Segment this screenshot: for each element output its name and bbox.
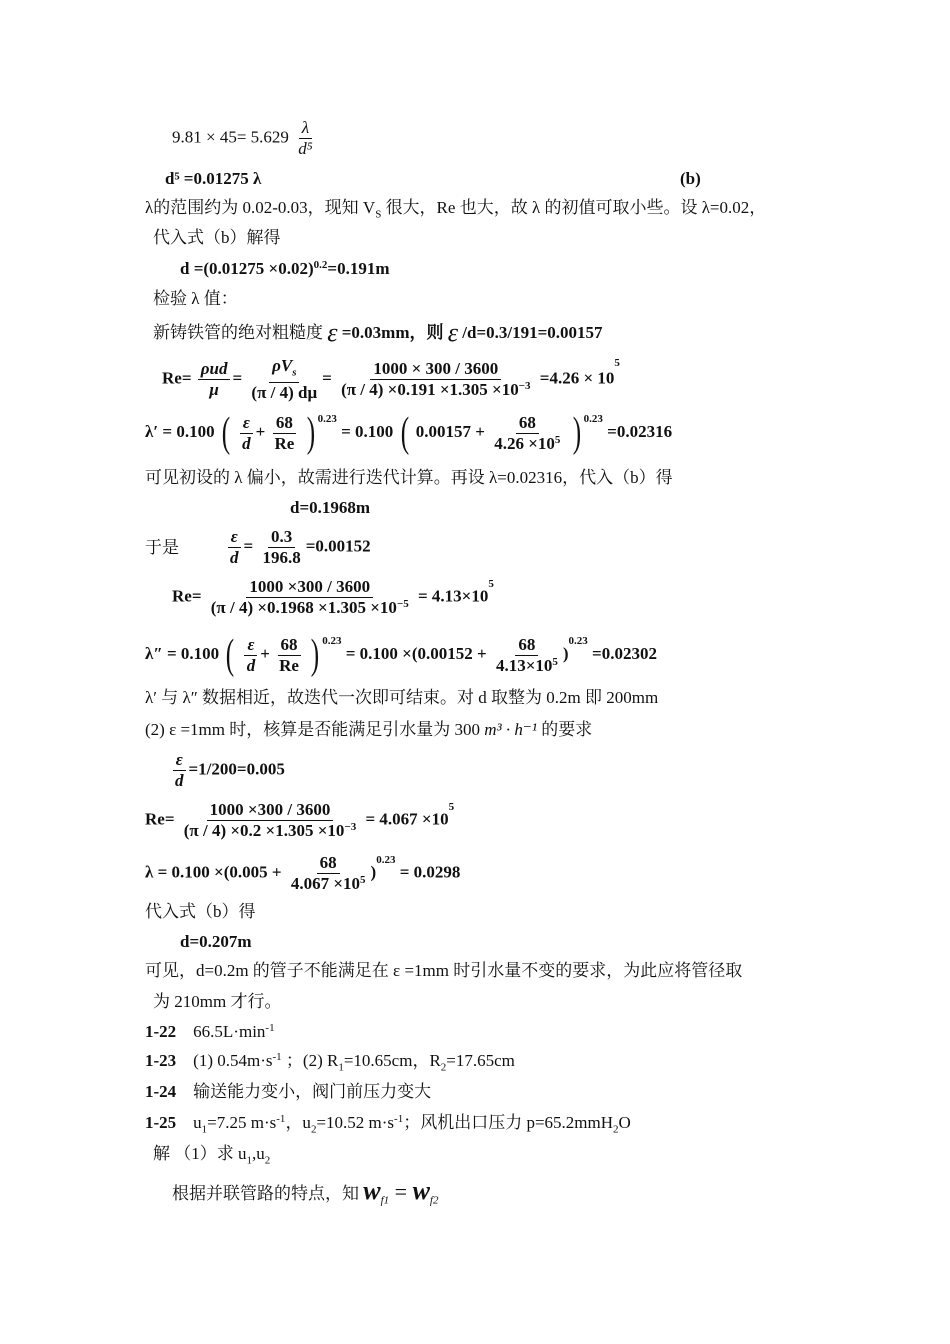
fraction-68-re: $\frac{68}{Re}$ bbox=[279, 634, 299, 675]
lambda-equation-3: λ = 0.100 ×(0.005 + $\frac{68}{4.067 \times 10^5}$ )$^{0.23}$ = 0.0298 bbox=[145, 853, 461, 893]
reynolds-equation-3: Re= $\frac{1000 \times 300 / 3600}{(\pi / 4) \times 0.2 \times 1.305 \times 10^{-3}}$ = $4.067 \times 10^5$ bbox=[145, 800, 455, 840]
fraction-68-re: $\frac{68}{Re}$ bbox=[274, 412, 295, 453]
equation-d3: d=0.207m bbox=[180, 932, 252, 951]
answer-1-25: 1-25 $u_1=7.25$ $m\cdot s^{-1}$，$u_2=10.52$ $m\cdot s^{-1}$；风机出口压力 p=65.2mmH$_2$O bbox=[145, 1113, 631, 1136]
paragraph-part-2: (2) ε =1mm 时，核算是否能满足引水量为 300 m³ · h⁻¹ 的要求 bbox=[145, 720, 593, 739]
fraction-rho-u-d: $\frac{\text{ρud}}{\mu}$ bbox=[198, 359, 231, 400]
fraction-re-numeric: $\frac{1000 \times 300 / 3600}{(\pi / 4) \times 0.191 \times 1.305 \times 10^{-3}}$ bbox=[341, 359, 531, 400]
fraction-lambda-d5: $\frac{\lambda}{\text{d⁵}}$ bbox=[298, 118, 313, 158]
parallel-pipe-line: 根据并联管路的特点，知 $w_{f1} = w_{f2}$ bbox=[172, 1176, 439, 1207]
lambda-prime-equation: λ′ = 0.100 ( $\frac{\varepsilon}{d}$ + $\frac{68}{Re}$ ) $^{0.23}$ = 0.100 ( 0.00157 + $\frac{68}{4.26 \times 10^5}$ ) $^{0.23}$ =0.02316 bbox=[145, 410, 673, 456]
answer-1-22: 1-22 $66.5L\cdot\min^{-1}$ bbox=[145, 1022, 275, 1041]
equation-b-line1: 9.81 × 45= 5.629 $\frac{\lambda}{\text{d⁵}}$ bbox=[172, 118, 318, 159]
solution-heading: 解 （1）求 $u_1,u_2$ bbox=[153, 1144, 271, 1167]
paragraph-iteration: 可见初设的 λ 偏小，故需进行迭代计算。再设 λ=0.02316，代入（b）得 bbox=[145, 468, 673, 487]
yushi-label: 于是 bbox=[145, 538, 179, 557]
paragraph-conclusion: λ′ 与 λ″ 数据相近，故迭代一次即可结束。对 d 取整为 0.2m 即 200mm bbox=[145, 688, 659, 707]
answer-1-24: 1-24 输送能力变小，阀门前压力变大 bbox=[145, 1082, 432, 1101]
fraction-rho-vs: $\frac{\rho V_s}{(\pi / 4) d\mu}$ bbox=[251, 356, 318, 403]
epsilon-symbol: ε bbox=[327, 318, 338, 347]
fraction-eps-d: $\frac{\varepsilon}{d}$ bbox=[227, 527, 242, 568]
fraction-eps-d: $\frac{\varepsilon}{d}$ bbox=[172, 750, 187, 791]
fraction-eps-d: $\frac{\varepsilon}{d}$ bbox=[239, 413, 254, 454]
answer-1-23: 1-23 (1) $0.54m\cdot s^{-1}$ ；(2) $R_1=10.65cm$，$R_2=17.65cm$ bbox=[145, 1051, 515, 1074]
epsilon-symbol: ε bbox=[447, 318, 459, 347]
reynolds-equation-1: Re= $\frac{\text{ρud}}{\mu}$ = $\frac{\rho V_s}{(\pi / 4) d\mu}$ = $\frac{1000 \times 300 / 3600}{(\pi / 4) \times 0.191 \times 1.305 \times 10^{-3}}$ $=4.26 \times 10^5$ bbox=[162, 356, 620, 403]
paragraph-substitute-2: 代入式（b）得 bbox=[145, 902, 256, 921]
eps-ratio-3: $\frac{\varepsilon}{d}$ =1/200=0.005 bbox=[170, 750, 285, 791]
fraction-68-re-value: $\frac{68}{4.26 \times 10^5}$ bbox=[494, 412, 561, 453]
paragraph-substitute: 代入式（b）解得 bbox=[153, 228, 281, 247]
equation-label-b: (b) bbox=[680, 169, 701, 188]
paragraph-lambda-range: λ的范围约为 0.02-0.03，现知 $V_S$ 很大，Re 也大，故 λ 的初值可取小些。设 λ=0.02， bbox=[145, 198, 767, 221]
paragraph-result-2: 为 210mm 才行。 bbox=[153, 992, 282, 1011]
fraction-68-re-value: $\frac{68}{4.13\times 10^5}$ bbox=[495, 634, 558, 675]
fraction-68-re-value: $\frac{68}{4.067 \times 10^5}$ bbox=[290, 853, 366, 893]
equation-d2: d=0.1968m bbox=[290, 498, 371, 517]
eps-ratio-2: $\frac{\varepsilon}{d}$ = $\frac{0.3}{196.8}$ =0.00152 bbox=[225, 527, 371, 568]
lambda-double-prime-equation: λ″ = 0.100 ( $\frac{\varepsilon}{d}$ + $\frac{68}{Re}$ ) $^{0.23}$ = 0.100 ×(0.00152 + $\frac{68}{4.13\times 10^5}$ )$^{0.23}$ =0.02302 bbox=[145, 632, 657, 678]
reynolds-equation-2: Re= $\frac{1000 \times 300 / 3600}{(\pi / 4) \times 0.1968 \times 1.305 \times 10^{-5}}$ = $4.13\times 10^5$ bbox=[172, 577, 494, 617]
check-lambda: 检验 λ 值： bbox=[153, 289, 238, 308]
fraction-re3: $\frac{1000 \times 300 / 3600}{(\pi / 4) \times 0.2 \times 1.305 \times 10^{-3}}$ bbox=[183, 800, 357, 840]
fraction-eps-d: $\frac{\varepsilon}{d}$ bbox=[244, 635, 259, 676]
fraction-re2: $\frac{1000 \times 300 / 3600}{(\pi / 4) \times 0.1968 \times 1.305 \times 10^{-5}}$ bbox=[210, 577, 409, 617]
equation-d1: $d =(0.01275 \times 0.02)^{0.2}=0.191m$ bbox=[180, 259, 390, 278]
roughness-line: 新铸铁管的绝对粗糙度 ε =0.03mm，则 ε /d=0.3/191=0.00157 bbox=[153, 318, 603, 347]
fraction-03-1968: $\frac{0.3}{196.8}$ bbox=[262, 527, 301, 567]
equation-b-line2: d⁵ =0.01275 λ bbox=[165, 169, 262, 188]
paragraph-result-1: 可见，d=0.2m 的管子不能满足在 ε =1mm 时引水量不变的要求，为此应将管径取 bbox=[145, 961, 743, 980]
